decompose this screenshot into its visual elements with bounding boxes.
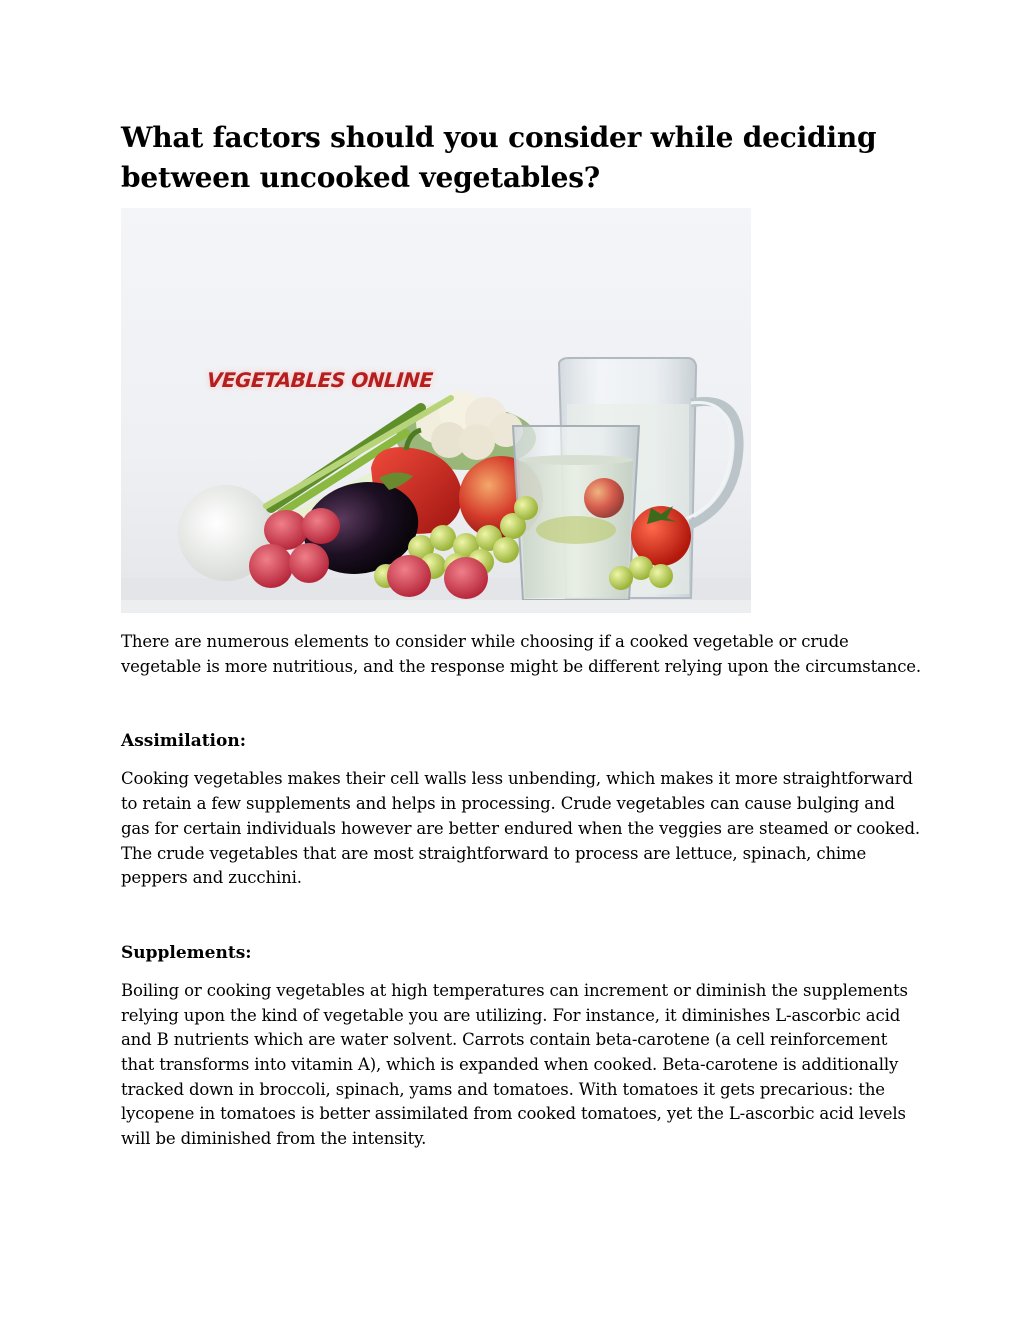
section-heading-assimilation: Assimilation: xyxy=(121,731,246,752)
document-page xyxy=(121,118,921,1152)
image-watermark: VEGETABLES ONLINE xyxy=(206,368,434,392)
section-body-supplements: Boiling or cooking vegetables at high temperatures can increment or diminish the supplements relying upon the kind of vegetable you are utilizing. For instance, it diminishes L-ascorbic acid and B nutrients which are water solvent. Carrots contain beta-carotene (a cell reinforcement that transforms into vitamin A), which is expanded when cooked. Beta-carotene is additionally tracked down in broccoli, spinach, yams and tomatoes. With tomatoes it gets precarious: the lycopene in tomatoes is better assimilated from cooked tomatoes, yet the L-ascorbic acid levels will be diminished from the intensity. xyxy=(121,980,908,1149)
vegetables-photo xyxy=(121,208,751,613)
section-body-assimilation: Cooking vegetables makes their cell walls less unbending, which makes it more straightforward to retain a few supplements and helps in processing. Crude vegetables can cause bulging and gas for certain individuals however are better endured when the veggies are steamed or cooked. The crude vegetables that are most straightforward to process are lettuce, spinach, chime peppers and zucchini. xyxy=(121,769,920,888)
intro-paragraph: There are numerous elements to consider while choosing if a cooked vegetable or crude vegetable is more nutritious, and the response might be different relying upon the circumstance. xyxy=(121,632,922,676)
page-title: What factors should you consider while deciding between uncooked vegetables? xyxy=(121,121,877,194)
vegetables-illustration xyxy=(121,208,751,613)
section-heading-supplements: Supplements: xyxy=(121,942,252,963)
